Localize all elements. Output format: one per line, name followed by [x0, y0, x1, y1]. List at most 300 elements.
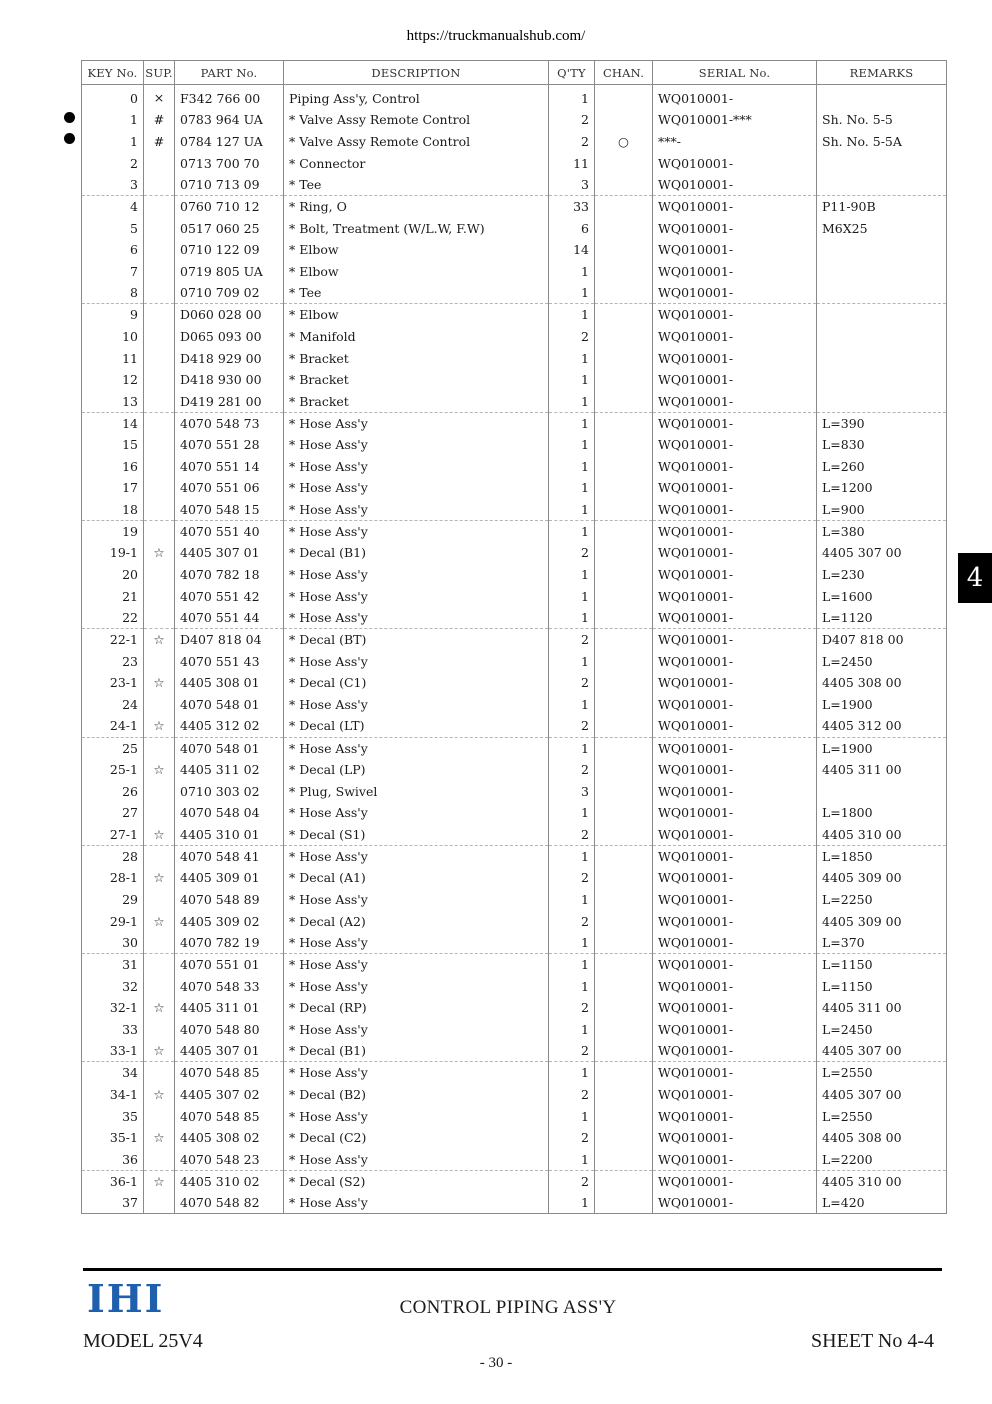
- serial-no-cell: WQ010001-: [653, 780, 817, 802]
- remarks-cell: 4405 308 00: [817, 672, 947, 694]
- part-no-cell: D060 028 00: [175, 304, 284, 326]
- description-cell: * Decal (C2): [284, 1127, 549, 1149]
- chan-cell: [595, 1149, 653, 1171]
- chan-cell: [595, 585, 653, 607]
- qty-cell: 33: [549, 196, 595, 218]
- sup-cell: ☆: [144, 867, 175, 889]
- model-label: MODEL 25V4: [83, 1330, 203, 1352]
- remarks-cell: 4405 307 00: [817, 1040, 947, 1062]
- table-row: [82, 824, 947, 846]
- description-cell: * Decal (B1): [284, 542, 549, 564]
- serial-no-cell: WQ010001-: [653, 347, 817, 369]
- qty-cell: 1: [549, 261, 595, 283]
- qty-cell: 1: [549, 369, 595, 391]
- table-row: [82, 174, 947, 196]
- description-cell: * Decal (RP): [284, 997, 549, 1019]
- description-cell: * Hose Ass'y: [284, 975, 549, 997]
- key-no-cell: 23: [82, 650, 144, 672]
- description-cell: * Hose Ass'y: [284, 802, 549, 824]
- remarks-cell: L=900: [817, 499, 947, 521]
- serial-no-cell: WQ010001-: [653, 997, 817, 1019]
- remarks-cell: 4405 312 00: [817, 715, 947, 737]
- key-no-cell: 21: [82, 585, 144, 607]
- part-no-cell: 4070 548 80: [175, 1019, 284, 1041]
- qty-cell: 2: [549, 910, 595, 932]
- table-row: [82, 1149, 947, 1171]
- description-cell: * Hose Ass'y: [284, 1192, 549, 1214]
- key-no-cell: 28-1: [82, 867, 144, 889]
- serial-no-cell: WQ010001-: [653, 1170, 817, 1192]
- remarks-cell: 4405 309 00: [817, 910, 947, 932]
- table-row: [82, 239, 947, 261]
- key-no-cell: 36: [82, 1149, 144, 1171]
- key-no-cell: 24-1: [82, 715, 144, 737]
- qty-cell: 1: [549, 304, 595, 326]
- sup-cell: ☆: [144, 1040, 175, 1062]
- remarks-cell: 4405 310 00: [817, 1170, 947, 1192]
- part-no-cell: 4070 548 23: [175, 1149, 284, 1171]
- chan-cell: [595, 954, 653, 976]
- table-row: [82, 131, 947, 153]
- sup-cell: [144, 282, 175, 304]
- chan-cell: [595, 326, 653, 348]
- key-no-cell: 37: [82, 1192, 144, 1214]
- col-header-serial-no: SERIAL No.: [653, 61, 817, 85]
- sup-cell: [144, 217, 175, 239]
- chan-cell: [595, 282, 653, 304]
- description-cell: * Decal (A1): [284, 867, 549, 889]
- description-cell: * Hose Ass'y: [284, 564, 549, 586]
- table-row: [82, 412, 947, 434]
- description-cell: * Hose Ass'y: [284, 694, 549, 716]
- part-no-cell: 4405 312 02: [175, 715, 284, 737]
- key-no-cell: 22-1: [82, 629, 144, 651]
- serial-no-cell: WQ010001-: [653, 85, 817, 110]
- serial-no-cell: WQ010001-: [653, 802, 817, 824]
- table-row: [82, 585, 947, 607]
- sup-cell: ☆: [144, 1170, 175, 1192]
- part-no-cell: 4070 548 04: [175, 802, 284, 824]
- part-no-cell: 0517 060 25: [175, 217, 284, 239]
- serial-no-cell: WQ010001-: [653, 239, 817, 261]
- description-cell: * Decal (LP): [284, 759, 549, 781]
- remarks-cell: L=1150: [817, 954, 947, 976]
- description-cell: * Decal (B1): [284, 1040, 549, 1062]
- serial-no-cell: WQ010001-: [653, 954, 817, 976]
- serial-no-cell: WQ010001-: [653, 564, 817, 586]
- qty-cell: 1: [549, 889, 595, 911]
- qty-cell: 3: [549, 174, 595, 196]
- sup-cell: [144, 152, 175, 174]
- key-no-cell: 29-1: [82, 910, 144, 932]
- part-no-cell: 4070 551 40: [175, 520, 284, 542]
- description-cell: * Hose Ass'y: [284, 954, 549, 976]
- sup-cell: [144, 456, 175, 478]
- part-no-cell: 4405 307 02: [175, 1084, 284, 1106]
- qty-cell: 2: [549, 824, 595, 846]
- chan-cell: [595, 391, 653, 413]
- sup-cell: [144, 261, 175, 283]
- qty-cell: 1: [549, 845, 595, 867]
- remarks-cell: L=2550: [817, 1105, 947, 1127]
- description-cell: * Connector: [284, 152, 549, 174]
- serial-no-cell: WQ010001-: [653, 1062, 817, 1084]
- qty-cell: 3: [549, 780, 595, 802]
- qty-cell: 1: [549, 1192, 595, 1214]
- part-no-cell: 4070 551 01: [175, 954, 284, 976]
- table-row: [82, 109, 947, 131]
- description-cell: * Decal (A2): [284, 910, 549, 932]
- qty-cell: 2: [549, 715, 595, 737]
- serial-no-cell: WQ010001-: [653, 932, 817, 954]
- part-no-cell: 0784 127 UA: [175, 131, 284, 153]
- parts-table-body: [82, 85, 947, 1214]
- remarks-cell: L=370: [817, 932, 947, 954]
- col-header-qty: Q'TY: [549, 61, 595, 85]
- table-row: [82, 910, 947, 932]
- remarks-cell: L=1900: [817, 737, 947, 759]
- key-no-cell: 31: [82, 954, 144, 976]
- table-row: [82, 737, 947, 759]
- part-no-cell: 0710 303 02: [175, 780, 284, 802]
- remarks-cell: 4405 308 00: [817, 1127, 947, 1149]
- part-no-cell: 4405 308 02: [175, 1127, 284, 1149]
- remarks-cell: P11-90B: [817, 196, 947, 218]
- sup-cell: [144, 1149, 175, 1171]
- qty-cell: 2: [549, 326, 595, 348]
- key-no-cell: 34-1: [82, 1084, 144, 1106]
- description-cell: * Valve Assy Remote Control: [284, 131, 549, 153]
- key-no-cell: 22: [82, 607, 144, 629]
- qty-cell: 6: [549, 217, 595, 239]
- qty-cell: 2: [549, 759, 595, 781]
- col-header-description: DESCRIPTION: [284, 61, 549, 85]
- description-cell: * Hose Ass'y: [284, 434, 549, 456]
- remarks-cell: D407 818 00: [817, 629, 947, 651]
- logo-text: IHI: [87, 1281, 165, 1314]
- table-row: [82, 932, 947, 954]
- part-no-cell: 4405 310 02: [175, 1170, 284, 1192]
- remarks-cell: [817, 347, 947, 369]
- qty-cell: 1: [549, 564, 595, 586]
- key-no-cell: 8: [82, 282, 144, 304]
- serial-no-cell: WQ010001-: [653, 477, 817, 499]
- chan-cell: [595, 261, 653, 283]
- key-no-cell: 11: [82, 347, 144, 369]
- part-no-cell: 4070 551 06: [175, 477, 284, 499]
- remarks-cell: [817, 282, 947, 304]
- sup-cell: [144, 607, 175, 629]
- part-no-cell: 4070 548 85: [175, 1062, 284, 1084]
- serial-no-cell: WQ010001-: [653, 889, 817, 911]
- description-cell: * Decal (S1): [284, 824, 549, 846]
- key-no-cell: 3: [82, 174, 144, 196]
- description-cell: * Bracket: [284, 347, 549, 369]
- chan-cell: [595, 910, 653, 932]
- part-no-cell: 4070 551 28: [175, 434, 284, 456]
- serial-no-cell: WQ010001-: [653, 412, 817, 434]
- serial-no-cell: WQ010001-: [653, 456, 817, 478]
- description-cell: * Elbow: [284, 304, 549, 326]
- part-no-cell: 4070 548 73: [175, 412, 284, 434]
- part-no-cell: 0710 709 02: [175, 282, 284, 304]
- chan-cell: [595, 1127, 653, 1149]
- serial-no-cell: WQ010001-: [653, 499, 817, 521]
- remarks-cell: [817, 261, 947, 283]
- key-no-cell: 32-1: [82, 997, 144, 1019]
- chan-cell: [595, 802, 653, 824]
- change-bullet-icon: [64, 112, 75, 123]
- qty-cell: 1: [549, 694, 595, 716]
- chan-cell: ○: [595, 131, 653, 153]
- qty-cell: 2: [549, 1127, 595, 1149]
- sup-cell: [144, 477, 175, 499]
- table-row: [82, 542, 947, 564]
- key-no-cell: 0: [82, 85, 144, 110]
- sup-cell: ☆: [144, 715, 175, 737]
- sup-cell: [144, 954, 175, 976]
- description-cell: * Decal (C1): [284, 672, 549, 694]
- sup-cell: ☆: [144, 759, 175, 781]
- part-no-cell: D418 929 00: [175, 347, 284, 369]
- qty-cell: 14: [549, 239, 595, 261]
- table-row: [82, 802, 947, 824]
- qty-cell: 1: [549, 477, 595, 499]
- chan-cell: [595, 759, 653, 781]
- sup-cell: ☆: [144, 1084, 175, 1106]
- serial-no-cell: WQ010001-: [653, 1192, 817, 1214]
- sup-cell: #: [144, 131, 175, 153]
- serial-no-cell: WQ010001-: [653, 369, 817, 391]
- sup-cell: [144, 650, 175, 672]
- description-cell: * Hose Ass'y: [284, 412, 549, 434]
- serial-no-cell: WQ010001-: [653, 910, 817, 932]
- sup-cell: [144, 391, 175, 413]
- chan-cell: [595, 867, 653, 889]
- table-row: [82, 85, 947, 110]
- qty-cell: 1: [549, 650, 595, 672]
- part-no-cell: D418 930 00: [175, 369, 284, 391]
- qty-cell: 1: [549, 932, 595, 954]
- serial-no-cell: WQ010001-: [653, 326, 817, 348]
- chan-cell: [595, 780, 653, 802]
- site-url[interactable]: https://truckmanualshub.com/: [406, 28, 586, 44]
- sup-cell: [144, 975, 175, 997]
- sup-cell: [144, 520, 175, 542]
- serial-no-cell: WQ010001-: [653, 196, 817, 218]
- key-no-cell: 27-1: [82, 824, 144, 846]
- sup-cell: [144, 1192, 175, 1214]
- remarks-cell: 4405 310 00: [817, 824, 947, 846]
- qty-cell: 1: [549, 520, 595, 542]
- remarks-cell: L=1850: [817, 845, 947, 867]
- remarks-cell: L=2250: [817, 889, 947, 911]
- remarks-cell: Sh. No. 5-5A: [817, 131, 947, 153]
- serial-no-cell: WQ010001-: [653, 824, 817, 846]
- remarks-cell: L=1900: [817, 694, 947, 716]
- description-cell: * Elbow: [284, 261, 549, 283]
- serial-no-cell: WQ010001-: [653, 650, 817, 672]
- sheet-label: SHEET No 4-4: [811, 1330, 934, 1352]
- part-no-cell: D407 818 04: [175, 629, 284, 651]
- sup-cell: [144, 889, 175, 911]
- table-row: [82, 217, 947, 239]
- key-no-cell: 14: [82, 412, 144, 434]
- sup-cell: [144, 737, 175, 759]
- chan-cell: [595, 477, 653, 499]
- part-no-cell: D065 093 00: [175, 326, 284, 348]
- key-no-cell: 30: [82, 932, 144, 954]
- description-cell: * Tee: [284, 282, 549, 304]
- sup-cell: [144, 1105, 175, 1127]
- chan-cell: [595, 997, 653, 1019]
- chan-cell: [595, 1019, 653, 1041]
- remarks-cell: L=2200: [817, 1149, 947, 1171]
- col-header-chan: CHAN.: [595, 61, 653, 85]
- remarks-cell: L=2450: [817, 650, 947, 672]
- table-row: [82, 456, 947, 478]
- remarks-cell: L=380: [817, 520, 947, 542]
- part-no-cell: 4070 551 42: [175, 585, 284, 607]
- remarks-cell: M6X25: [817, 217, 947, 239]
- sup-cell: ☆: [144, 997, 175, 1019]
- key-no-cell: 1: [82, 109, 144, 131]
- table-row: [82, 1084, 947, 1106]
- remarks-cell: L=260: [817, 456, 947, 478]
- table-row: [82, 650, 947, 672]
- serial-no-cell: WQ010001-: [653, 152, 817, 174]
- sup-cell: ☆: [144, 629, 175, 651]
- part-no-cell: 4070 548 41: [175, 845, 284, 867]
- table-row: [82, 369, 947, 391]
- chan-cell: [595, 715, 653, 737]
- qty-cell: 1: [549, 391, 595, 413]
- qty-cell: 1: [549, 434, 595, 456]
- part-no-cell: 4070 548 15: [175, 499, 284, 521]
- qty-cell: 2: [549, 131, 595, 153]
- description-cell: * Hose Ass'y: [284, 889, 549, 911]
- qty-cell: 11: [549, 152, 595, 174]
- description-cell: * Bracket: [284, 391, 549, 413]
- key-no-cell: 34: [82, 1062, 144, 1084]
- chan-cell: [595, 520, 653, 542]
- serial-no-cell: WQ010001-: [653, 1019, 817, 1041]
- chan-cell: [595, 1105, 653, 1127]
- change-bullet-icon: [64, 133, 75, 144]
- sup-cell: ☆: [144, 1127, 175, 1149]
- part-no-cell: 4070 551 44: [175, 607, 284, 629]
- table-row: [82, 672, 947, 694]
- table-row: [82, 607, 947, 629]
- sup-cell: [144, 434, 175, 456]
- description-cell: * Decal (S2): [284, 1170, 549, 1192]
- part-no-cell: D419 281 00: [175, 391, 284, 413]
- key-no-cell: 7: [82, 261, 144, 283]
- key-no-cell: 12: [82, 369, 144, 391]
- part-no-cell: 4070 548 01: [175, 737, 284, 759]
- serial-no-cell: WQ010001-: [653, 1105, 817, 1127]
- remarks-cell: L=2550: [817, 1062, 947, 1084]
- part-no-cell: 4405 311 02: [175, 759, 284, 781]
- description-cell: * Valve Assy Remote Control: [284, 109, 549, 131]
- part-no-cell: 4070 548 85: [175, 1105, 284, 1127]
- table-row: [82, 1040, 947, 1062]
- qty-cell: 1: [549, 954, 595, 976]
- key-no-cell: 27: [82, 802, 144, 824]
- chan-cell: [595, 347, 653, 369]
- remarks-cell: [817, 239, 947, 261]
- remarks-cell: [817, 304, 947, 326]
- key-no-cell: 33-1: [82, 1040, 144, 1062]
- serial-no-cell: WQ010001-***: [653, 109, 817, 131]
- sup-cell: [144, 802, 175, 824]
- chan-cell: [595, 85, 653, 110]
- table-row: [82, 629, 947, 651]
- part-no-cell: 4070 548 33: [175, 975, 284, 997]
- serial-no-cell: WQ010001-: [653, 672, 817, 694]
- chan-cell: [595, 196, 653, 218]
- sup-cell: [144, 412, 175, 434]
- chan-cell: [595, 889, 653, 911]
- key-no-cell: 33: [82, 1019, 144, 1041]
- chan-cell: [595, 564, 653, 586]
- chan-cell: [595, 672, 653, 694]
- sup-cell: [144, 694, 175, 716]
- table-row: [82, 1127, 947, 1149]
- description-cell: * Hose Ass'y: [284, 1062, 549, 1084]
- remarks-cell: L=1120: [817, 607, 947, 629]
- qty-cell: 1: [549, 1019, 595, 1041]
- remarks-cell: [817, 326, 947, 348]
- table-row: [82, 499, 947, 521]
- key-no-cell: 5: [82, 217, 144, 239]
- key-no-cell: 19: [82, 520, 144, 542]
- serial-no-cell: WQ010001-: [653, 737, 817, 759]
- part-no-cell: 0783 964 UA: [175, 109, 284, 131]
- description-cell: * Tee: [284, 174, 549, 196]
- col-header-key-no: KEY No.: [82, 61, 144, 85]
- table-row: [82, 520, 947, 542]
- qty-cell: 2: [549, 997, 595, 1019]
- chan-cell: [595, 152, 653, 174]
- table-row: [82, 867, 947, 889]
- key-no-cell: 10: [82, 326, 144, 348]
- serial-no-cell: WQ010001-: [653, 975, 817, 997]
- chan-cell: [595, 1084, 653, 1106]
- chan-cell: [595, 109, 653, 131]
- key-no-cell: 35: [82, 1105, 144, 1127]
- ihi-logo: [86, 1281, 168, 1314]
- sup-cell: [144, 196, 175, 218]
- table-row: [82, 954, 947, 976]
- part-no-cell: 4070 551 14: [175, 456, 284, 478]
- table-row: [82, 845, 947, 867]
- sup-cell: ☆: [144, 824, 175, 846]
- section-tab[interactable]: 4: [958, 553, 992, 603]
- chan-cell: [595, 650, 653, 672]
- part-no-cell: 4070 782 18: [175, 564, 284, 586]
- table-row: [82, 391, 947, 413]
- sup-cell: [144, 369, 175, 391]
- table-row: [82, 1062, 947, 1084]
- serial-no-cell: WQ010001-: [653, 542, 817, 564]
- serial-no-cell: WQ010001-: [653, 434, 817, 456]
- key-no-cell: 6: [82, 239, 144, 261]
- sup-cell: [144, 304, 175, 326]
- table-row: [82, 434, 947, 456]
- description-cell: * Hose Ass'y: [284, 845, 549, 867]
- description-cell: * Hose Ass'y: [284, 585, 549, 607]
